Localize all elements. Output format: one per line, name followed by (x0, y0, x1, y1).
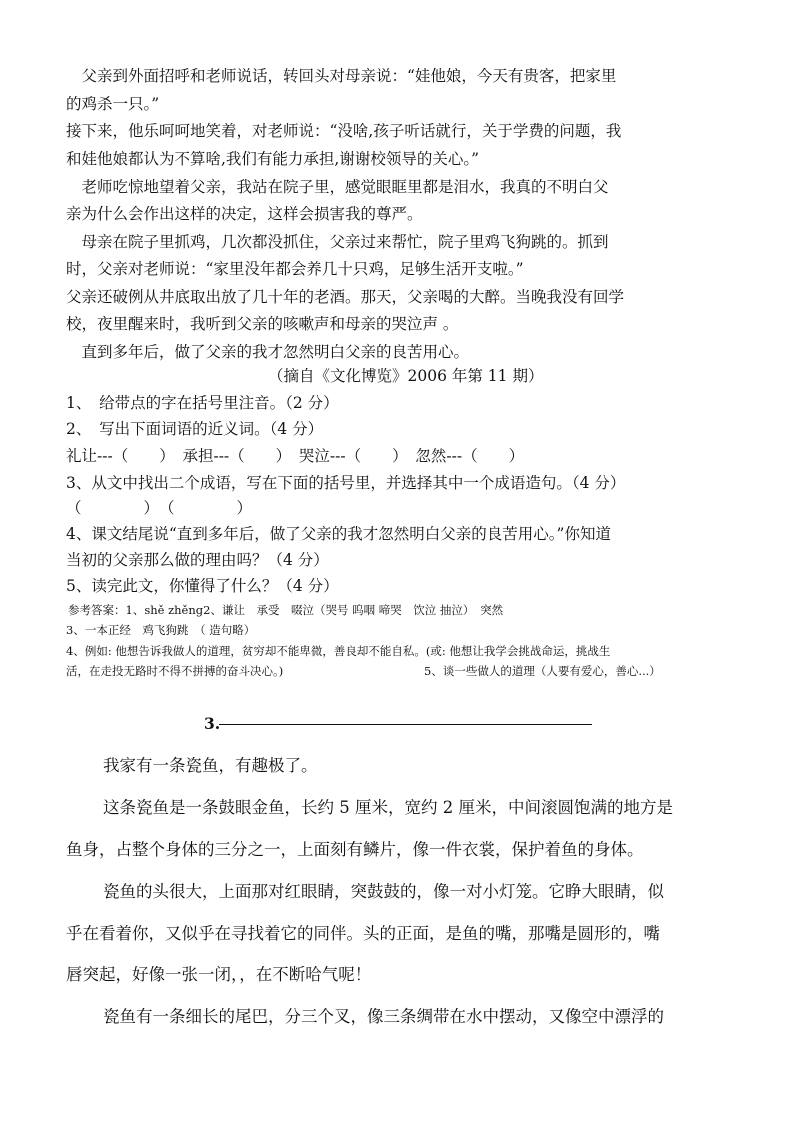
passage-line-7: 母亲在院子里抓鸡，几次都没抓住，父亲过来帮忙，院子里鸡飞狗跳的。抓到 (66, 233, 609, 251)
answer-line-1: 参考答案：1、shě zhěng2、谦让 承受 啜泣（哭号 呜咽 啼哭 饮泣 抽泣） 突然 (68, 603, 504, 617)
essay-line-5: 乎在看着你，又似乎在寻找着它的同伴。头的正面，是鱼的嘴，那嘴是圆形的，嘴 (66, 924, 660, 943)
passage-line-2: 的鸡杀一只。” (66, 95, 160, 113)
question-1: 1、 给带点的字在括号里注音。（2 分） (66, 394, 339, 412)
question-3: 3、从文中找出二个成语，写在下面的括号里，并选择其中一个成语造句。（4 分） (66, 474, 626, 492)
question-3-blanks: （ ） （ ） (66, 499, 253, 517)
question-4-cont: 当初的父亲那么做的理由吗？（4 分） (66, 551, 329, 569)
question-2: 2、 写出下面词语的近义词。（4 分） (66, 420, 324, 438)
answer-line-4: 活，在走投无路时不得不拼搏的奋斗决心。) (66, 664, 284, 678)
passage-line-3: 接下来，他乐呵呵地笑着，对老师说：“没啥,孩子听话就行，关于学费的问题，我 (66, 122, 622, 140)
answer-line-5: 5、谈一些做人的道理（人要有爱心，善心...） (424, 664, 661, 678)
passage-line-1: 父亲到外面招呼和老师说话，转回头对母亲说：“娃他娘，今天有贵客，把家里 (66, 67, 617, 85)
question-2-blanks: 礼让---（ ） 承担---（ ） 哭泣---（ ） 忽然---（ ） (66, 447, 525, 465)
essay-line-1: 我家有一条瓷鱼，有趣极了。 (103, 756, 318, 775)
essay-line-2: 这条瓷鱼是一条鼓眼金鱼，长约 5 厘米，宽约 2 厘米，中间滚圆饱满的地方是 (103, 798, 673, 817)
passage-line-11: 直到多年后，做了父亲的我才忽然明白父亲的良苦用心。 (66, 343, 470, 361)
section-divider (219, 724, 592, 725)
passage-line-10: 校，夜里醒来时，我听到父亲的咳嗽声和母亲的哭泣声 。 (66, 315, 459, 333)
passage-line-9: 父亲还破例从井底取出放了几十年的老酒。那天，父亲喝的大醉。当晚我没有回学 (66, 288, 625, 306)
source-citation: （摘自《文化博览》2006 年第 11 期） (268, 367, 544, 385)
answer-line-3: 4、例如: 他想告诉我做人的道理，贫穷却不能卑微，善良却不能自私。(或: 他想让我学会挑战命运，挑战生 (66, 644, 611, 658)
question-5: 5、读完此文，你懂得了什么？（4 分） (66, 577, 339, 595)
passage-line-8: 时，父亲对老师说：“家里没年都会养几十只鸡，足够生活开支啦。” (66, 260, 524, 278)
essay-line-4: 瓷鱼的头很大，上面那对红眼睛，突鼓鼓的，像一对小灯笼。它睁大眼睛，似 (103, 882, 664, 901)
essay-line-7: 瓷鱼有一条细长的尾巴，分三个叉，像三条绸带在水中摆动，又像空中漂浮的 (103, 1007, 664, 1026)
passage-line-4: 和娃他娘都认为不算啥,我们有能力承担,谢谢校领导的关心。” (66, 150, 480, 168)
question-4: 4、课文结尾说“直到多年后，做了父亲的我才忽然明白父亲的良苦用心。”你知道 (66, 525, 611, 543)
answer-line-2: 3、一本正经 鸡飞狗跳 （ 造句略） (66, 623, 256, 637)
section-number: 3. (204, 714, 221, 733)
passage-line-6: 亲为什么会作出这样的决定，这样会损害我的尊严。 (66, 205, 423, 223)
essay-line-6: 唇突起，好像一张一闭，，在不断哈气呢！ (66, 965, 372, 984)
essay-line-3: 鱼身，占整个身体的三分之一，上面刻有鳞片，像一件衣裳，保护着鱼的身体。 (66, 840, 644, 859)
passage-line-5: 老师吃惊地望着父亲，我站在院子里，感觉眼眶里都是泪水，我真的不明白父 (66, 178, 609, 196)
